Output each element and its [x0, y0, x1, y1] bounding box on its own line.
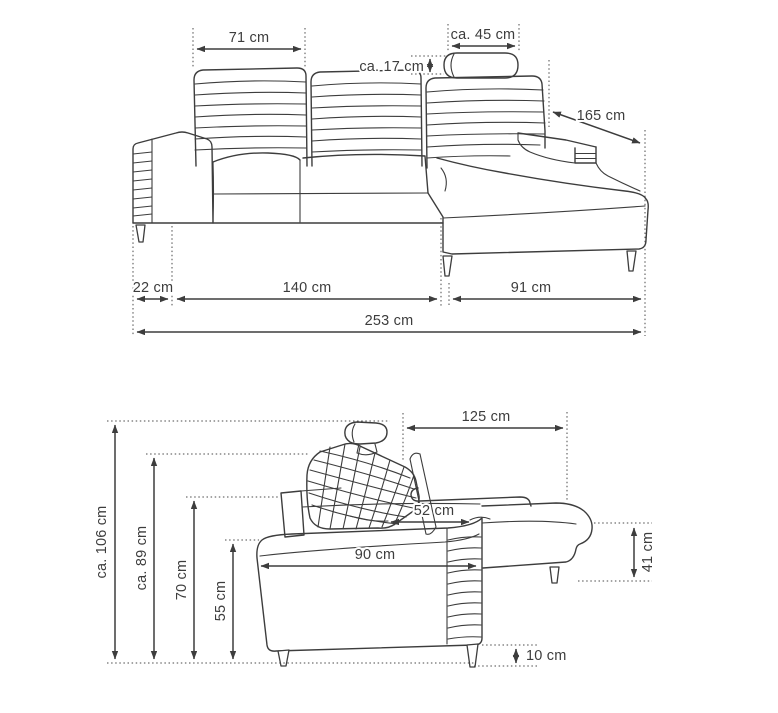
front-back-cushion-3 — [426, 76, 545, 168]
dim-depth-with-chaise — [407, 409, 563, 428]
dim-chaise-width — [453, 280, 641, 299]
dim-backrest-height — [134, 458, 154, 659]
dim-backrest-height-label: ca. 89 cm — [134, 525, 150, 591]
side-headrest — [345, 422, 387, 455]
side-body-ribs — [448, 537, 481, 639]
dim-back-cushion-width-label: 71 cm — [228, 30, 270, 46]
dim-armrest-width-label: 22 cm — [132, 280, 174, 296]
side-dimensions — [94, 409, 656, 664]
dim-headrest-height-label: ca. 17 cm — [359, 59, 424, 75]
front-left-armrest — [133, 132, 213, 223]
dim-chaise-seat-height-label: 41 cm — [640, 531, 656, 573]
dim-seat-width-label: 140 cm — [282, 280, 332, 296]
dim-total-width — [137, 313, 641, 332]
armrest-slats — [133, 152, 152, 216]
side-back-cushion-grid — [308, 444, 416, 529]
front-leg-chaise-right — [627, 251, 636, 271]
dim-headrest-width — [451, 27, 516, 46]
front-leg-chaise-left — [443, 256, 452, 276]
dim-depth-with-chaise-label: 125 cm — [461, 409, 511, 425]
chaise-crease — [441, 168, 446, 191]
front-sofa-drawing — [133, 53, 648, 276]
dim-total-width-label: 253 cm — [364, 313, 414, 329]
dim-leg-height — [516, 648, 567, 664]
side-view — [94, 409, 656, 667]
dim-armrest-height-label: 55 cm — [213, 580, 229, 622]
side-leg-front — [278, 650, 289, 666]
dim-seat-width — [177, 280, 437, 299]
dim-back-cushion-width — [197, 30, 301, 49]
front-back-cushion-1 — [194, 68, 307, 166]
side-dimension-guides — [107, 412, 652, 666]
dim-frame-height — [174, 501, 194, 659]
dim-headrest-height — [359, 59, 430, 75]
side-sofa-drawing — [257, 422, 592, 667]
dim-total-height-label: ca. 106 cm — [94, 505, 110, 579]
front-back-cushion-2 — [311, 70, 422, 166]
front-headrest — [444, 53, 518, 78]
dim-seat-depth-label: 52 cm — [413, 503, 455, 519]
dim-body-depth — [261, 547, 476, 566]
dim-chaise-seat-height — [634, 528, 656, 577]
dim-frame-height-label: 70 cm — [174, 559, 190, 601]
front-seat — [133, 153, 443, 223]
dim-body-depth-label: 90 cm — [354, 547, 396, 563]
side-chaise-leg — [550, 567, 559, 583]
front-dimensions — [133, 27, 641, 332]
dim-chaise-length-diagonal-label: 165 cm — [576, 108, 626, 124]
front-leg-left — [136, 225, 145, 242]
armrest-outline — [133, 132, 213, 223]
dim-chaise-width-label: 91 cm — [510, 280, 552, 296]
side-back-cushion — [307, 443, 419, 529]
dim-chaise-length-diagonal — [553, 108, 640, 143]
side-leg-back — [467, 644, 478, 667]
dim-total-height — [94, 425, 115, 659]
side-chaise — [482, 503, 592, 583]
dim-headrest-width-label: ca. 45 cm — [450, 27, 516, 43]
front-arm-ledge — [518, 133, 640, 191]
headrest-endcap — [451, 54, 454, 77]
front-view — [133, 24, 649, 336]
front-chaise — [428, 158, 648, 254]
dim-leg-height-label: 10 cm — [526, 648, 567, 664]
dim-armrest-height — [213, 544, 233, 659]
dim-armrest-width — [133, 280, 174, 299]
